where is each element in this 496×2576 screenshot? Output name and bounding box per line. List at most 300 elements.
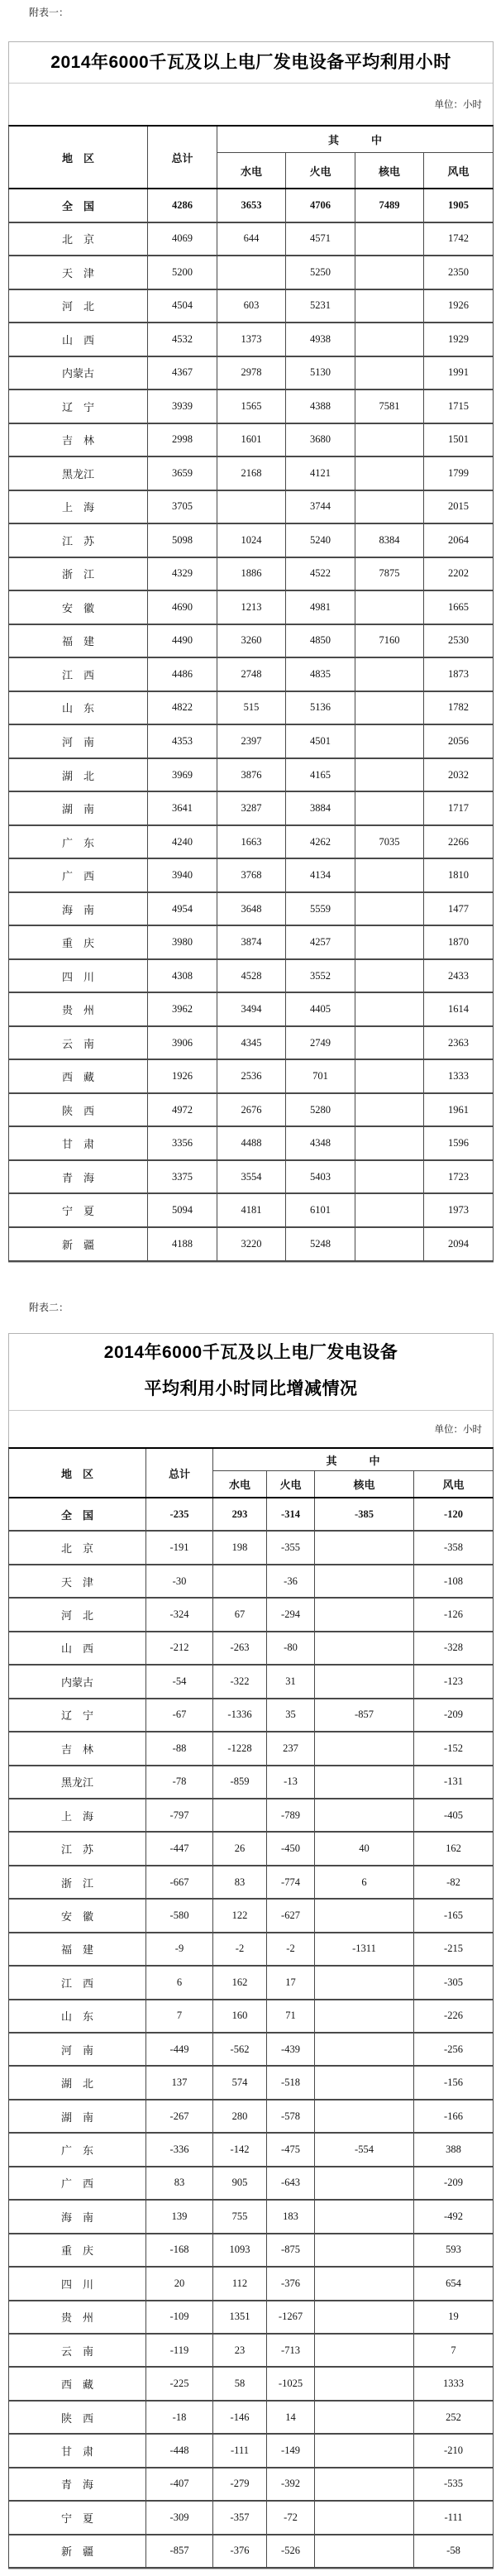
value-cell: 3680: [286, 424, 355, 456]
value-cell: [315, 1967, 414, 1998]
region-cell: 安 徽: [9, 1900, 146, 1931]
value-cell: 198: [213, 1532, 267, 1563]
value-cell: 139: [146, 2201, 213, 2232]
table2-header-thermal: 火电: [267, 1471, 315, 1497]
value-cell: 2015: [448, 500, 469, 513]
region-cell: 青 海: [9, 1161, 148, 1193]
region-cell: 宁 夏: [9, 2502, 146, 2533]
value-cell: -376: [267, 2268, 315, 2299]
region-cell: 上 海: [9, 1799, 146, 1831]
table-row: [9, 926, 493, 960]
table-row: [9, 2535, 493, 2569]
value-cell: 7160: [355, 625, 424, 657]
value-cell: 7581: [355, 390, 424, 423]
value-cell: [315, 2034, 414, 2065]
value-cell: 3874: [217, 926, 286, 958]
value-cell: 4240: [148, 826, 217, 858]
value-cell: 2064: [448, 533, 469, 546]
value-cell: 3939: [148, 390, 217, 423]
region-cell: 辽 宁: [9, 1699, 146, 1731]
value-cell: [355, 1161, 424, 1193]
table-row: [9, 1766, 493, 1799]
value-cell: -123: [444, 1675, 463, 1687]
value-cell: -212: [146, 1632, 213, 1664]
value-cell: [315, 2468, 414, 2500]
value-cell: [213, 1799, 267, 1831]
value-cell: -82: [446, 1876, 460, 1888]
value-cell: 1373: [217, 323, 286, 356]
table-row: [9, 2435, 493, 2468]
value-cell: [355, 491, 424, 523]
value-cell: -475: [267, 2134, 315, 2165]
value-cell: -235: [146, 1498, 213, 1530]
value-cell: -328: [444, 1642, 463, 1654]
table2-header-total: 总计: [146, 1449, 213, 1497]
value-cell: 3287: [217, 792, 286, 824]
value-cell: [315, 2268, 414, 2299]
value-cell: -1336: [213, 1699, 267, 1731]
value-cell: [355, 960, 424, 992]
value-cell: 5280: [286, 1094, 355, 1126]
table-row: [9, 1967, 493, 2000]
table-row: [9, 2134, 493, 2167]
value-cell: [315, 1599, 414, 1630]
value-cell: [315, 2167, 414, 2199]
value-cell: 7875: [355, 558, 424, 590]
value-cell: -279: [213, 2468, 267, 2500]
region-cell: 重 庆: [9, 926, 148, 958]
region-cell: 西 藏: [9, 2368, 146, 2399]
value-cell: 1905: [448, 198, 469, 211]
value-cell: 20: [146, 2268, 213, 2299]
table-row: [9, 792, 493, 826]
value-cell: -111: [213, 2435, 267, 2466]
value-cell: [355, 859, 424, 891]
value-cell: 237: [267, 1732, 315, 1764]
table-row: [9, 1194, 493, 1228]
value-cell: 4367: [148, 357, 217, 390]
table1-header-region: 地 区: [9, 127, 148, 188]
value-cell: 388: [446, 2143, 461, 2156]
value-cell: -78: [146, 1766, 213, 1798]
value-cell: -309: [146, 2502, 213, 2533]
region-cell: 江 西: [9, 1967, 146, 1998]
value-cell: 4504: [148, 290, 217, 323]
table2-title-line1: 2014年6000千瓦及以上电厂发电设备: [103, 1343, 398, 1362]
value-cell: 6101: [286, 1194, 355, 1226]
value-cell: 4981: [286, 591, 355, 624]
region-cell: 贵 州: [9, 993, 148, 1025]
value-cell: 4706: [286, 189, 355, 222]
table1-header-row: [8, 125, 494, 189]
table2-attachment-label: 附表二：: [29, 1302, 69, 1313]
value-cell: -9: [146, 1933, 213, 1965]
value-cell: 4181: [217, 1194, 286, 1226]
value-cell: -166: [444, 2110, 463, 2122]
value-cell: -226: [444, 2010, 463, 2022]
table-row: [9, 1666, 493, 1699]
table-row: [9, 558, 493, 592]
value-cell: 1351: [213, 2301, 267, 2333]
value-cell: -109: [146, 2301, 213, 2333]
table-row: [9, 1060, 493, 1094]
value-cell: 1870: [448, 936, 469, 949]
value-cell: 8384: [355, 524, 424, 557]
region-cell: 天 津: [9, 1565, 146, 1597]
value-cell: 4501: [286, 725, 355, 758]
value-cell: [355, 1194, 424, 1226]
value-cell: -526: [267, 2535, 315, 2567]
table1-header-subrow: [217, 153, 493, 188]
table-row: [9, 1933, 493, 1967]
table-row: [9, 625, 493, 659]
value-cell: -450: [267, 1833, 315, 1864]
value-cell: [315, 2100, 414, 2132]
value-cell: 3744: [286, 491, 355, 523]
value-cell: 5403: [286, 1161, 355, 1193]
value-cell: 4571: [286, 223, 355, 256]
value-cell: -149: [267, 2435, 315, 2466]
value-cell: 4286: [148, 189, 217, 222]
value-cell: -30: [146, 1565, 213, 1597]
table-row: [9, 1866, 493, 1900]
value-cell: 3768: [217, 859, 286, 891]
region-cell: 黑龙江: [9, 457, 148, 490]
value-cell: 35: [267, 1699, 315, 1731]
value-cell: [355, 1094, 424, 1126]
table-row: [9, 357, 493, 391]
region-cell: 浙 江: [9, 558, 148, 590]
value-cell: 71: [267, 2000, 315, 2032]
value-cell: -376: [213, 2535, 267, 2567]
table-row: [9, 692, 493, 726]
value-cell: 755: [213, 2201, 267, 2232]
value-cell: [315, 2402, 414, 2433]
value-cell: 1926: [448, 299, 469, 312]
value-cell: 2094: [448, 1237, 469, 1250]
table-row: [9, 1732, 493, 1766]
value-cell: [315, 2067, 414, 2098]
value-cell: 1501: [448, 433, 469, 446]
value-cell: -578: [267, 2100, 315, 2132]
value-cell: 4532: [148, 323, 217, 356]
value-cell: 58: [213, 2368, 267, 2399]
value-cell: 162: [446, 1842, 461, 1855]
value-cell: 1565: [217, 390, 286, 423]
region-cell: 吉 林: [9, 424, 148, 456]
value-cell: -314: [267, 1498, 315, 1530]
region-cell: 内蒙古: [9, 357, 148, 390]
value-cell: 1810: [448, 869, 469, 882]
value-cell: -168: [146, 2234, 213, 2266]
value-cell: -385: [315, 1498, 414, 1530]
value-cell: [355, 1027, 424, 1059]
value-cell: 3375: [148, 1161, 217, 1193]
value-cell: -209: [444, 2177, 463, 2189]
region-cell: 上 海: [9, 491, 148, 523]
value-cell: -142: [213, 2134, 267, 2165]
region-cell: 重 庆: [9, 2234, 146, 2266]
value-cell: -774: [267, 1866, 315, 1898]
value-cell: 7: [451, 2344, 456, 2356]
value-cell: 1991: [448, 366, 469, 379]
table-row: [9, 2067, 493, 2100]
region-cell: 山 西: [9, 1632, 146, 1664]
value-cell: 1961: [448, 1103, 469, 1116]
table-row: [9, 2502, 493, 2535]
value-cell: -58: [446, 2545, 460, 2557]
value-cell: 6: [315, 1866, 414, 1898]
table-row: [9, 893, 493, 927]
value-cell: [315, 1766, 414, 1798]
value-cell: 122: [213, 1900, 267, 1931]
region-cell: 江 西: [9, 658, 148, 691]
value-cell: 5250: [286, 256, 355, 289]
table-row: [9, 424, 493, 458]
value-cell: 2350: [448, 265, 469, 278]
table-row: [9, 524, 493, 558]
table-row: [9, 1799, 493, 1833]
value-cell: -392: [267, 2468, 315, 2500]
region-cell: 湖 北: [9, 2067, 146, 2098]
value-cell: -36: [267, 1565, 315, 1597]
value-cell: 160: [213, 2000, 267, 2032]
value-cell: -857: [315, 1699, 414, 1731]
table-row: [9, 1599, 493, 1632]
table1-attachment-label: 附表一：: [29, 7, 69, 18]
region-cell: 内蒙古: [9, 1666, 146, 1697]
region-cell: 北 京: [9, 223, 148, 256]
value-cell: -156: [444, 2077, 463, 2089]
value-cell: [213, 1565, 267, 1597]
value-cell: 3940: [148, 859, 217, 891]
value-cell: 67: [213, 1599, 267, 1630]
value-cell: 644: [217, 223, 286, 256]
value-cell: -857: [146, 2535, 213, 2567]
table-row: [9, 2201, 493, 2234]
region-cell: 广 西: [9, 2167, 146, 2199]
value-cell: -263: [213, 1632, 267, 1664]
value-cell: 280: [213, 2100, 267, 2132]
value-cell: -789: [267, 1799, 315, 1831]
value-cell: 1742: [448, 232, 469, 245]
table-row: [9, 256, 493, 290]
region-cell: 云 南: [9, 2335, 146, 2366]
value-cell: 1333: [448, 1070, 469, 1082]
value-cell: 83: [146, 2167, 213, 2199]
value-cell: [355, 792, 424, 824]
value-cell: [355, 457, 424, 490]
value-cell: 2056: [448, 735, 469, 747]
table-row: [9, 290, 493, 324]
value-cell: 5231: [286, 290, 355, 323]
value-cell: -1267: [267, 2301, 315, 2333]
value-cell: 2433: [448, 969, 469, 982]
region-cell: 江 苏: [9, 1833, 146, 1864]
value-cell: 1596: [448, 1137, 469, 1149]
value-cell: [315, 2000, 414, 2032]
table-row: [9, 491, 493, 525]
value-cell: [315, 2301, 414, 2333]
value-cell: [315, 2502, 414, 2533]
value-cell: -80: [267, 1632, 315, 1664]
value-cell: -355: [267, 1532, 315, 1563]
table2-header-region: 地 区: [9, 1449, 146, 1497]
value-cell: 1929: [448, 332, 469, 345]
value-cell: -215: [444, 1943, 463, 1955]
table2-body: [8, 1498, 494, 2569]
table-row: [9, 2234, 493, 2268]
region-cell: 河 南: [9, 2034, 146, 2065]
table-row: [9, 323, 493, 357]
value-cell: [315, 2335, 414, 2366]
value-cell: 2168: [217, 457, 286, 490]
value-cell: 1723: [448, 1170, 469, 1183]
value-cell: 183: [267, 2201, 315, 2232]
region-cell: 湖 南: [9, 2100, 146, 2132]
region-cell: 陕 西: [9, 1094, 148, 1126]
value-cell: 4822: [148, 692, 217, 724]
table2-header-row: [8, 1447, 494, 1498]
region-cell: 河 南: [9, 725, 148, 758]
value-cell: 593: [446, 2244, 461, 2256]
value-cell: 4938: [286, 323, 355, 356]
table-row: [9, 1127, 493, 1161]
value-cell: 4850: [286, 625, 355, 657]
table-row: [9, 2034, 493, 2067]
value-cell: -1025: [267, 2368, 315, 2399]
value-cell: 5094: [148, 1194, 217, 1226]
table-row: [9, 1699, 493, 1732]
value-cell: [355, 658, 424, 691]
value-cell: -1228: [213, 1732, 267, 1764]
value-cell: 603: [217, 290, 286, 323]
table1-body: [8, 189, 494, 1262]
value-cell: -322: [213, 1666, 267, 1697]
table-row: [9, 2368, 493, 2401]
region-cell: 海 南: [9, 893, 148, 925]
value-cell: 137: [146, 2067, 213, 2098]
value-cell: 7035: [355, 826, 424, 858]
table-row: [9, 2000, 493, 2034]
value-cell: 4165: [286, 759, 355, 791]
value-cell: 4522: [286, 558, 355, 590]
table2-unit-label: 单位：小时: [434, 1425, 482, 1435]
value-cell: -449: [146, 2034, 213, 2065]
value-cell: -18: [146, 2402, 213, 2433]
value-cell: -859: [213, 1766, 267, 1798]
value-cell: 3220: [217, 1228, 286, 1260]
value-cell: 1799: [448, 466, 469, 479]
value-cell: -191: [146, 1532, 213, 1563]
value-cell: -119: [146, 2335, 213, 2366]
value-cell: [355, 256, 424, 289]
value-cell: 4345: [217, 1027, 286, 1059]
region-cell: 天 津: [9, 256, 148, 289]
region-cell: 青 海: [9, 2468, 146, 2500]
value-cell: 2978: [217, 357, 286, 390]
value-cell: 2748: [217, 658, 286, 691]
value-cell: -407: [146, 2468, 213, 2500]
value-cell: -357: [213, 2502, 267, 2533]
table1-header-hydro: 水电: [217, 153, 286, 188]
value-cell: 5559: [286, 893, 355, 925]
value-cell: [315, 2201, 414, 2232]
value-cell: 1973: [448, 1204, 469, 1216]
region-cell: 江 苏: [9, 524, 148, 557]
table1-header-thermal: 火电: [286, 153, 355, 188]
value-cell: 4690: [148, 591, 217, 624]
value-cell: [315, 1666, 414, 1697]
value-cell: 4134: [286, 859, 355, 891]
region-cell: 湖 南: [9, 792, 148, 824]
value-cell: 83: [213, 1866, 267, 1898]
value-cell: [355, 926, 424, 958]
table-row: [9, 1498, 493, 1532]
table-row: [9, 1027, 493, 1061]
value-cell: [315, 1632, 414, 1664]
value-cell: [355, 290, 424, 323]
value-cell: -713: [267, 2335, 315, 2366]
value-cell: -209: [444, 1709, 463, 1721]
value-cell: [315, 2368, 414, 2399]
table-row: [9, 1532, 493, 1565]
value-cell: 1715: [448, 399, 469, 412]
region-cell: 全 国: [9, 1498, 146, 1530]
value-cell: 2998: [148, 424, 217, 456]
table-row: [9, 1632, 493, 1666]
value-cell: [315, 1799, 414, 1831]
value-cell: 1665: [448, 600, 469, 613]
table-row: [9, 826, 493, 860]
value-cell: 4490: [148, 625, 217, 657]
value-cell: 654: [446, 2277, 461, 2289]
table-row: [9, 2167, 493, 2201]
region-cell: 河 北: [9, 290, 148, 323]
value-cell: 2749: [286, 1027, 355, 1059]
value-cell: -562: [213, 2034, 267, 2065]
value-cell: 3705: [148, 491, 217, 523]
region-cell: 山 东: [9, 692, 148, 724]
value-cell: -554: [315, 2134, 414, 2165]
region-cell: 山 西: [9, 323, 148, 356]
value-cell: 3653: [217, 189, 286, 222]
table-row: [9, 189, 493, 223]
value-cell: 1717: [448, 802, 469, 815]
region-cell: 福 建: [9, 1933, 146, 1965]
value-cell: 5098: [148, 524, 217, 557]
value-cell: [355, 725, 424, 758]
value-cell: 2676: [217, 1094, 286, 1126]
value-cell: 3876: [217, 759, 286, 791]
value-cell: 4121: [286, 457, 355, 490]
region-cell: 四 川: [9, 2268, 146, 2299]
value-cell: -165: [444, 1909, 463, 1921]
value-cell: 4528: [217, 960, 286, 992]
value-cell: -267: [146, 2100, 213, 2132]
table-row: [9, 2100, 493, 2134]
value-cell: 574: [213, 2067, 267, 2098]
value-cell: 4488: [217, 1127, 286, 1159]
value-cell: 3260: [217, 625, 286, 657]
value-cell: -305: [444, 1976, 463, 1988]
region-cell: 辽 宁: [9, 390, 148, 423]
value-cell: 2363: [448, 1036, 469, 1049]
region-cell: 甘 肃: [9, 2435, 146, 2466]
value-cell: 515: [217, 692, 286, 724]
table-row: [9, 759, 493, 793]
table2-header-nuclear: 核电: [315, 1471, 414, 1497]
